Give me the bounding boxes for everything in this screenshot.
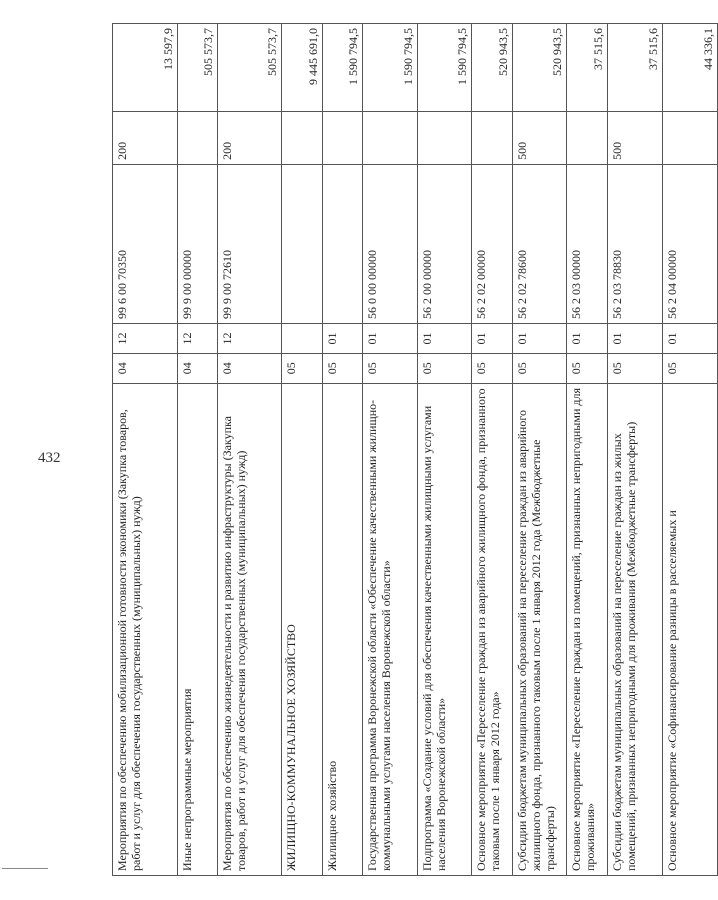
row-target-code: 56 2 02 00000 bbox=[472, 164, 513, 323]
table-row bbox=[323, 24, 363, 876]
row-subsection: 01 bbox=[323, 324, 363, 354]
row-subsection: 01 bbox=[472, 324, 513, 354]
row-expense-type: 200 bbox=[218, 111, 282, 164]
row-subsection: 01 bbox=[567, 324, 608, 354]
budget-table bbox=[112, 23, 718, 876]
row-amount: 9 445 691,0 bbox=[282, 24, 323, 112]
row-name: Мероприятия по обеспечению жизнедеятельности и развитию инфраструктуры (Закупка товаров, работ и услуг для обеспечения государственных (муниципальных) нужд) bbox=[218, 383, 282, 875]
row-name: Основное мероприятие «Переселение граждан из помещений, признанных непригодными для проживания» bbox=[567, 383, 608, 875]
table-row bbox=[418, 24, 472, 876]
row-amount: 44 336,1 bbox=[663, 24, 718, 112]
row-subsection: 01 bbox=[513, 324, 567, 354]
row-name: Субсидии бюджетам муниципальных образований на переселение граждан из жилых помещений, признанных непригодными для проживания (Межбюджетные трансферты) bbox=[608, 383, 663, 875]
row-name: Субсидии бюджетам муниципальных образований на переселение граждан из аварийного жилищного фонда, признанного таковым после 1 января 2012 года (Межбюджетные трансферты) bbox=[513, 383, 567, 875]
row-name: Жилищное хозяйство bbox=[323, 383, 363, 875]
row-section: 05 bbox=[323, 353, 363, 383]
row-name: Подпрограмма «Создание условий для обеспечения качественными жилищными услугами населения Воронежской области» bbox=[418, 383, 472, 875]
row-expense-type bbox=[323, 111, 363, 164]
table-row bbox=[363, 24, 418, 876]
row-subsection bbox=[282, 324, 323, 354]
row-target-code: 99 9 00 00000 bbox=[178, 164, 218, 323]
row-name: Мероприятия по обеспечению мобилизационной готовности экономики (Закупка товаров, работ и услуг для обеспечения государственных (муниципальных) нужд) bbox=[113, 383, 178, 875]
row-section: 05 bbox=[363, 353, 418, 383]
row-expense-type bbox=[418, 111, 472, 164]
table-row bbox=[218, 24, 282, 876]
row-expense-type bbox=[663, 111, 718, 164]
row-section: 05 bbox=[418, 353, 472, 383]
row-expense-type bbox=[178, 111, 218, 164]
row-amount: 13 597,9 bbox=[113, 24, 178, 112]
row-expense-type: 500 bbox=[608, 111, 663, 164]
row-name: Иные непрограммные мероприятия bbox=[178, 383, 218, 875]
row-name: Основное мероприятие «Переселение граждан из аварийного жилищного фонда, признанного таковым после 1 января 2012 года» bbox=[472, 383, 513, 875]
row-amount: 520 943,5 bbox=[513, 24, 567, 112]
row-section: 05 bbox=[282, 353, 323, 383]
table-row bbox=[472, 24, 513, 876]
row-target-code: 56 2 03 00000 bbox=[567, 164, 608, 323]
row-expense-type bbox=[567, 111, 608, 164]
row-subsection: 01 bbox=[363, 324, 418, 354]
bottom-mark bbox=[2, 868, 48, 869]
row-name: Основное мероприятие «Софинансирование разницы в расселяемых и bbox=[663, 383, 718, 875]
row-subsection: 01 bbox=[608, 324, 663, 354]
row-target-code: 56 2 04 00000 bbox=[663, 164, 718, 323]
row-target-code: 56 2 03 78830 bbox=[608, 164, 663, 323]
row-amount: 505 573,7 bbox=[218, 24, 282, 112]
budget-table-rotated bbox=[112, 23, 715, 876]
row-subsection: 12 bbox=[218, 324, 282, 354]
row-section: 05 bbox=[567, 353, 608, 383]
row-target-code: 99 6 00 70350 bbox=[113, 164, 178, 323]
row-section: 05 bbox=[608, 353, 663, 383]
row-target-code: 56 2 02 78600 bbox=[513, 164, 567, 323]
table-row bbox=[608, 24, 663, 876]
table-row bbox=[282, 24, 323, 876]
row-section: 04 bbox=[113, 353, 178, 383]
row-amount: 1 590 794,5 bbox=[323, 24, 363, 112]
table-row bbox=[113, 24, 178, 876]
row-section: 04 bbox=[178, 353, 218, 383]
row-target-code: 56 2 00 00000 bbox=[418, 164, 472, 323]
row-target-code bbox=[282, 164, 323, 323]
table-row bbox=[178, 24, 218, 876]
row-expense-type bbox=[472, 111, 513, 164]
table-row bbox=[567, 24, 608, 876]
row-subsection: 12 bbox=[113, 324, 178, 354]
row-section: 04 bbox=[218, 353, 282, 383]
row-expense-type: 200 bbox=[113, 111, 178, 164]
row-amount: 1 590 794,5 bbox=[363, 24, 418, 112]
row-expense-type: 500 bbox=[513, 111, 567, 164]
page-number: 432 bbox=[38, 450, 61, 466]
row-section: 05 bbox=[472, 353, 513, 383]
row-section: 05 bbox=[663, 353, 718, 383]
row-subsection: 01 bbox=[663, 324, 718, 354]
row-amount: 37 515,6 bbox=[567, 24, 608, 112]
row-amount: 505 573,7 bbox=[178, 24, 218, 112]
row-expense-type bbox=[282, 111, 323, 164]
row-amount: 1 590 794,5 bbox=[418, 24, 472, 112]
budget-table-body bbox=[113, 24, 718, 876]
row-name: ЖИЛИЩНО-КОММУНАЛЬНОЕ ХОЗЯЙСТВО bbox=[282, 383, 323, 875]
row-name: Государственная программа Воронежской области «Обеспечение качественными жилищно-коммунальными услугами населения Воронежской области» bbox=[363, 383, 418, 875]
row-amount: 37 515,6 bbox=[608, 24, 663, 112]
row-target-code: 99 9 00 72610 bbox=[218, 164, 282, 323]
row-expense-type bbox=[363, 111, 418, 164]
row-section: 05 bbox=[513, 353, 567, 383]
row-subsection: 12 bbox=[178, 324, 218, 354]
row-subsection: 01 bbox=[418, 324, 472, 354]
row-target-code: 56 0 00 00000 bbox=[363, 164, 418, 323]
table-row bbox=[513, 24, 567, 876]
table-row bbox=[663, 24, 718, 876]
row-amount: 520 943,5 bbox=[472, 24, 513, 112]
row-target-code bbox=[323, 164, 363, 323]
